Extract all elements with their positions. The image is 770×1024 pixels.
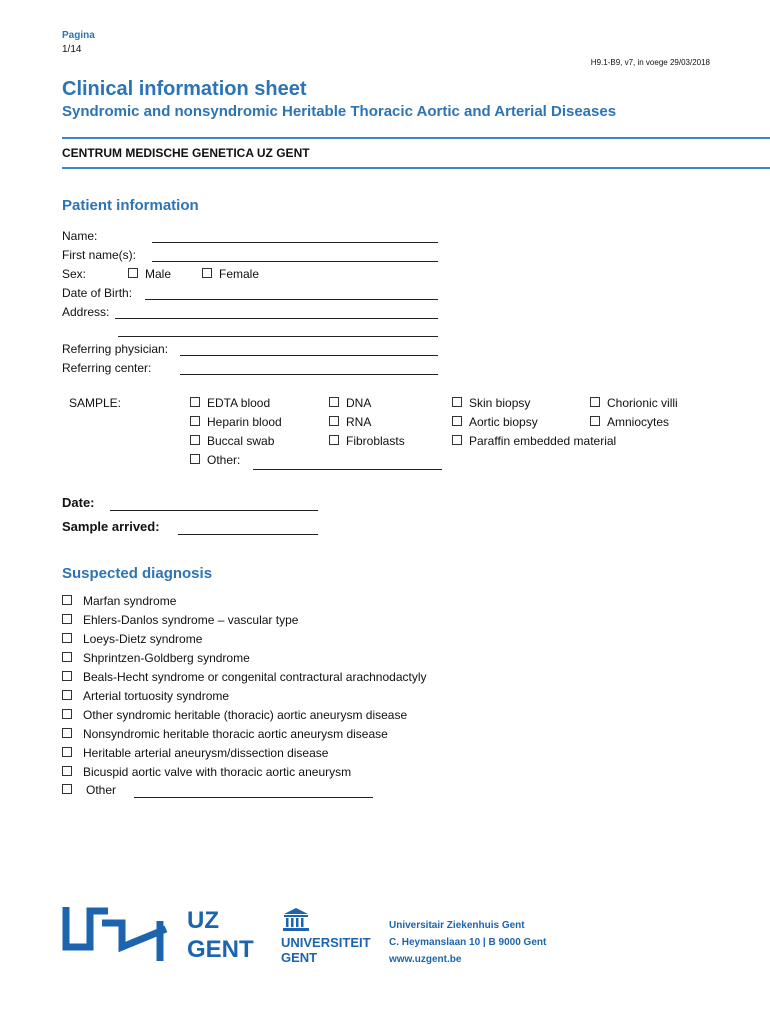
diagnosis-label: Ehlers-Danlos syndrome – vascular type [83,613,299,627]
dob-field[interactable] [145,299,438,300]
checkbox-icon[interactable] [590,416,600,426]
checkbox-icon[interactable] [62,652,72,662]
referring-physician-field[interactable] [180,355,438,356]
footer-address: C. Heymanslaan 10 | B 9000 Gent [389,937,547,948]
checkbox-icon[interactable] [62,614,72,624]
sample-arrived-field[interactable] [178,534,318,535]
sex-female-label: Female [219,267,260,281]
sex-female-option[interactable] [202,267,259,281]
sample-other[interactable] [190,453,240,467]
uz-logo-text: UZ [187,907,219,934]
checkbox-icon[interactable] [452,416,462,426]
sample-amniocytes[interactable] [590,415,669,429]
sample-paraffin-embedded[interactable] [452,434,616,448]
sex-male-label: Male [145,267,172,281]
checkbox-icon[interactable] [452,435,462,445]
diagnosis-item[interactable] [62,689,229,703]
date-label: Date: [62,495,95,510]
address-field-line2[interactable] [118,336,438,337]
university-building-icon [283,908,309,932]
checkbox-icon[interactable] [128,268,138,278]
document-reference: H9.1-B9, v7, in voege 29/03/2018 [590,58,710,67]
sample-option-label: Heparin blood [207,415,282,429]
checkbox-icon[interactable] [329,416,339,426]
date-field[interactable] [110,510,318,511]
sample-other-field[interactable] [253,469,442,470]
diagnosis-item[interactable] [62,727,388,741]
sample-edta-blood[interactable] [190,396,270,410]
sample-option-label: Chorionic villi [607,396,678,410]
checkbox-icon[interactable] [452,397,462,407]
diagnosis-label: Heritable arterial aneurysm/dissection disease [83,746,329,760]
gent-logo-text: GENT [187,936,254,963]
page-number: 1/14 [62,44,82,55]
page-subtitle: Syndromic and nonsyndromic Heritable Thoracic Aortic and Arterial Diseases [62,103,617,120]
diagnosis-label: Bicuspid aortic valve with thoracic aortic aneurysm [83,765,352,779]
diagnosis-other-label: Other [86,783,117,797]
checkbox-icon[interactable] [62,671,72,681]
centre-name: CENTRUM MEDISCHE GENETICA UZ GENT [62,146,310,160]
checkbox-icon[interactable] [190,416,200,426]
section-patient-information: Patient information [62,197,199,214]
diagnosis-label: Beals-Hecht syndrome or congenital contractural arachnodactyly [83,670,427,684]
divider-bottom [62,167,770,169]
sample-aortic-biopsy[interactable] [452,415,538,429]
diagnosis-label: Nonsyndromic heritable thoracic aortic aneurysm disease [83,727,388,741]
first-names-label: First name(s): [62,248,137,262]
sample-option-label: Buccal swab [207,434,275,448]
sex-label: Sex: [62,267,87,281]
sample-option-label: Paraffin embedded material [469,434,617,448]
sample-option-label: DNA [346,396,372,410]
sample-option-label: RNA [346,415,372,429]
divider-top [62,137,770,139]
sample-option-label: Fibroblasts [346,434,405,448]
diagnosis-label: Loeys-Dietz syndrome [83,632,203,646]
checkbox-icon[interactable] [62,747,72,757]
ugent-line2: GENT [281,950,318,965]
page-label: Pagina [62,30,95,41]
checkbox-icon[interactable] [62,709,72,719]
sample-option-label: Skin biopsy [469,396,531,410]
checkbox-icon[interactable] [190,397,200,407]
diagnosis-other-field[interactable] [134,797,373,798]
diagnosis-item[interactable] [62,613,298,627]
sample-arrived-label: Sample arrived: [62,519,160,534]
dob-label: Date of Birth: [62,286,133,300]
checkbox-icon[interactable] [62,784,72,794]
diagnosis-item[interactable] [62,746,328,760]
sample-option-label: EDTA blood [207,396,271,410]
sample-chorionic-villi[interactable] [590,396,678,410]
diagnosis-item[interactable] [62,651,250,665]
checkbox-icon[interactable] [190,435,200,445]
diagnosis-item[interactable] [62,632,202,646]
address-field-line1[interactable] [115,318,438,319]
sample-buccal-swab[interactable] [190,434,274,448]
diagnosis-label: Other syndromic heritable (thoracic) aortic aneurysm disease [83,708,408,722]
sample-option-label: Aortic biopsy [469,415,538,429]
sample-label: SAMPLE: [69,396,122,410]
checkbox-icon[interactable] [62,633,72,643]
referring-center-field[interactable] [180,374,438,375]
sample-skin-biopsy[interactable] [452,396,530,410]
sample-rna[interactable] [329,415,371,429]
checkbox-icon[interactable] [62,766,72,776]
diagnosis-item[interactable] [62,670,427,684]
checkbox-icon[interactable] [329,435,339,445]
address-label: Address: [62,305,110,319]
diagnosis-label: Marfan syndrome [83,594,177,608]
sample-option-label: Other: [207,453,241,467]
checkbox-icon[interactable] [62,728,72,738]
diagnosis-item[interactable] [62,708,407,722]
sample-heparin-blood[interactable] [190,415,282,429]
sample-fibroblasts[interactable] [329,434,405,448]
diagnosis-item[interactable] [62,765,351,779]
checkbox-icon[interactable] [329,397,339,407]
name-label: Name: [62,229,98,243]
checkbox-icon[interactable] [590,397,600,407]
referring-center-label: Referring center: [62,361,152,375]
sex-male-option[interactable] [128,267,171,281]
diagnosis-item[interactable] [62,594,176,608]
uz-gent-logo-icon [62,905,174,965]
diagnosis-label: Shprintzen-Goldberg syndrome [83,651,250,665]
diagnosis-label: Arterial tortuosity syndrome [83,689,230,703]
checkbox-icon[interactable] [190,454,200,464]
first-names-field[interactable] [152,261,438,262]
section-suspected-diagnosis: Suspected diagnosis [62,565,213,582]
sample-option-label: Amniocytes [607,415,670,429]
footer-website[interactable]: www.uzgent.be [389,954,462,965]
footer-hospital-name: Universitair Ziekenhuis Gent [389,920,525,931]
checkbox-icon[interactable] [202,268,212,278]
checkbox-icon[interactable] [62,690,72,700]
page-title: Clinical information sheet [62,78,307,100]
referring-physician-label: Referring physician: [62,342,169,356]
checkbox-icon[interactable] [62,595,72,605]
diagnosis-other[interactable] [62,783,116,797]
sample-dna[interactable] [329,396,371,410]
name-field[interactable] [152,242,438,243]
ugent-line1: UNIVERSITEIT [281,935,371,950]
